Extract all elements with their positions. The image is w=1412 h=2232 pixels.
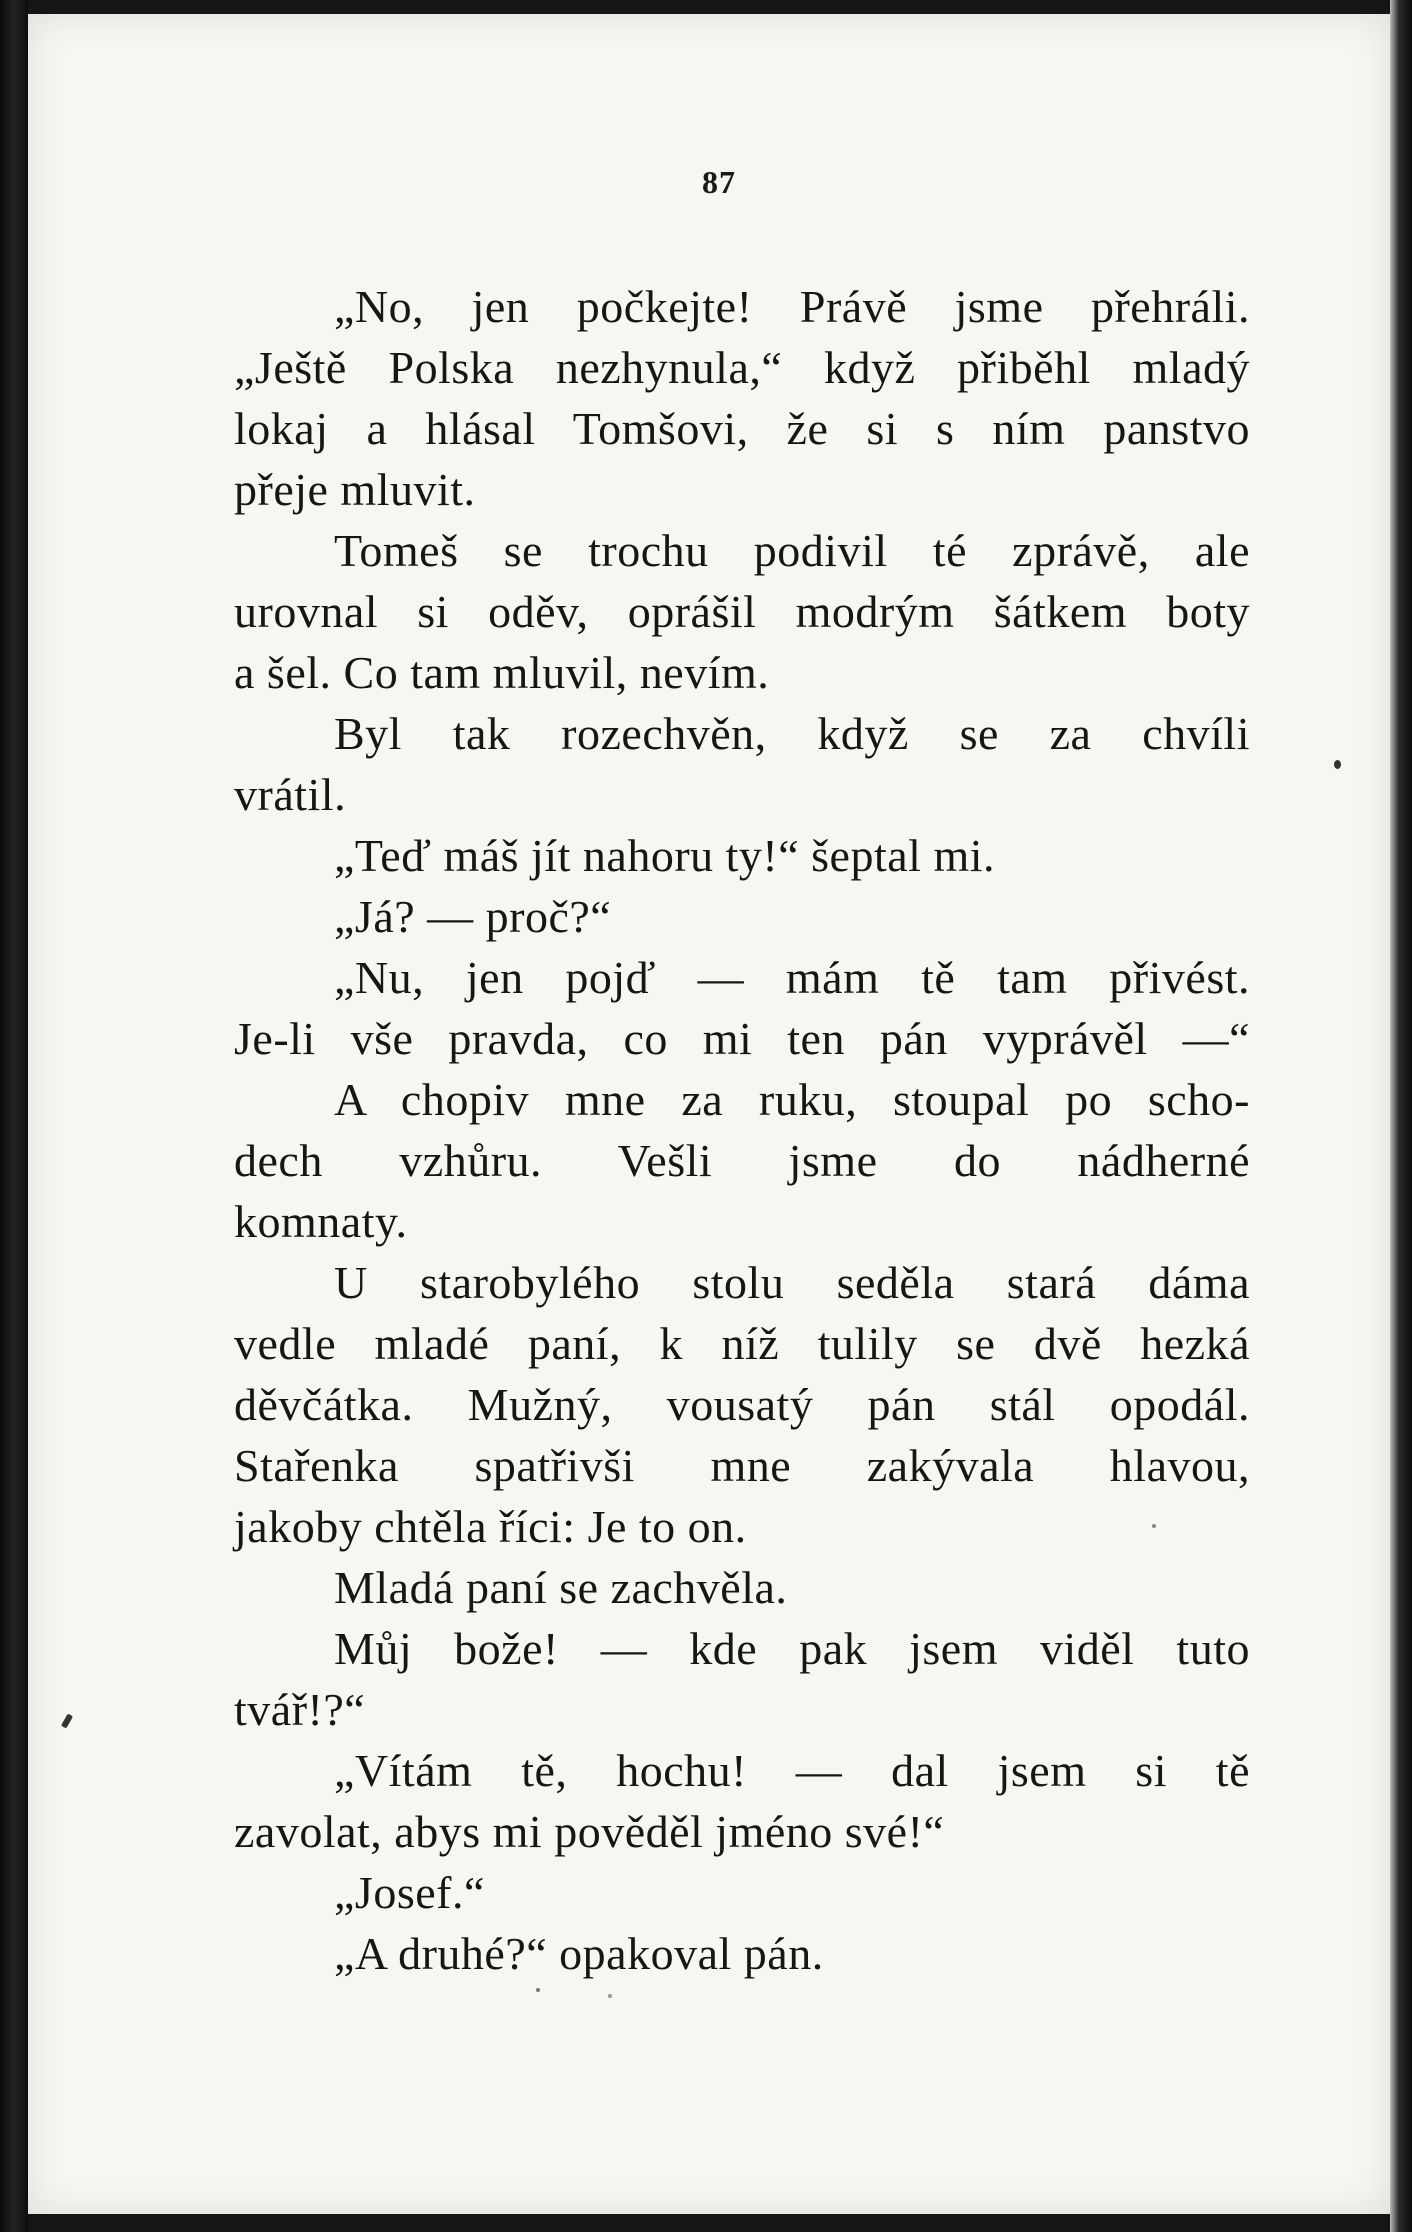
- text-line: U starobylého stolu seděla stará dáma: [334, 1257, 1250, 1308]
- text-line: urovnal si oděv, oprášil modrým šátkem boty: [234, 586, 1250, 637]
- text-line: vrátil.: [234, 769, 347, 820]
- paper-speck: [536, 1988, 540, 1992]
- text-line: Je-li vše pravda, co mi ten pán vyprávěl —“: [234, 1013, 1250, 1064]
- text-line: a šel. Co tam mluvil, nevím.: [234, 647, 770, 698]
- text-line: „Nu, jen pojď — mám tě tam přivést.: [334, 952, 1250, 1003]
- text-line: přeje mluvit.: [234, 464, 476, 515]
- text-line: „A druhé?“ opakoval pán.: [334, 1928, 824, 1979]
- text-line: dech vzhůru. Vešli jsme do nádherné: [234, 1135, 1250, 1186]
- paper-speck: [61, 1713, 73, 1728]
- text-line: „Já? — proč?“: [334, 891, 612, 942]
- paper-speck: [1334, 760, 1341, 769]
- page-number: 87: [702, 164, 736, 200]
- text-line: „Vítám tě, hochu! — dal jsem si tě: [334, 1745, 1250, 1796]
- text-line: „Josef.“: [334, 1867, 485, 1918]
- text-line: „Teď máš jít nahoru ty!“ šeptal mi.: [334, 830, 996, 881]
- text-line: A chopiv mne za ruku, stoupal po scho-: [334, 1074, 1250, 1125]
- text-line: Stařenka spatřivši mne zakývala hlavou,: [234, 1440, 1250, 1491]
- text-line: Tomeš se trochu podivil té zprávě, ale: [334, 525, 1250, 576]
- book-page: [28, 14, 1390, 2214]
- text-line: zavolat, abys mi pověděl jméno své!“: [234, 1806, 945, 1857]
- text-line: Můj bože! — kde pak jsem viděl tuto: [334, 1623, 1250, 1674]
- text-line: vedle mladé paní, k níž tulily se dvě hezká: [234, 1318, 1250, 1369]
- text-line: „No, jen počkejte! Právě jsme přehráli.: [334, 281, 1250, 332]
- book-spine-shadow: [0, 0, 28, 2232]
- text-line: děvčátka. Mužný, vousatý pán stál opodál.: [234, 1379, 1250, 1430]
- paper-speck: [608, 1994, 612, 1998]
- text-line: komnaty.: [234, 1196, 408, 1247]
- text-line: Mladá paní se zachvěla.: [334, 1562, 788, 1613]
- text-line: jakoby chtěla říci: Je to on.: [234, 1501, 747, 1552]
- page-edge-shadow: [1390, 0, 1412, 2232]
- paper-speck: [1152, 1524, 1156, 1528]
- text-line: tvář!?“: [234, 1684, 366, 1735]
- text-line: Byl tak rozechvěn, když se za chvíli: [334, 708, 1250, 759]
- page-text-body: [234, 276, 1250, 1984]
- text-line: lokaj a hlásal Tomšovi, že si s ním panstvo: [234, 403, 1250, 454]
- text-line: „Ještě Polska nezhynula,“ když přiběhl mladý: [234, 342, 1250, 393]
